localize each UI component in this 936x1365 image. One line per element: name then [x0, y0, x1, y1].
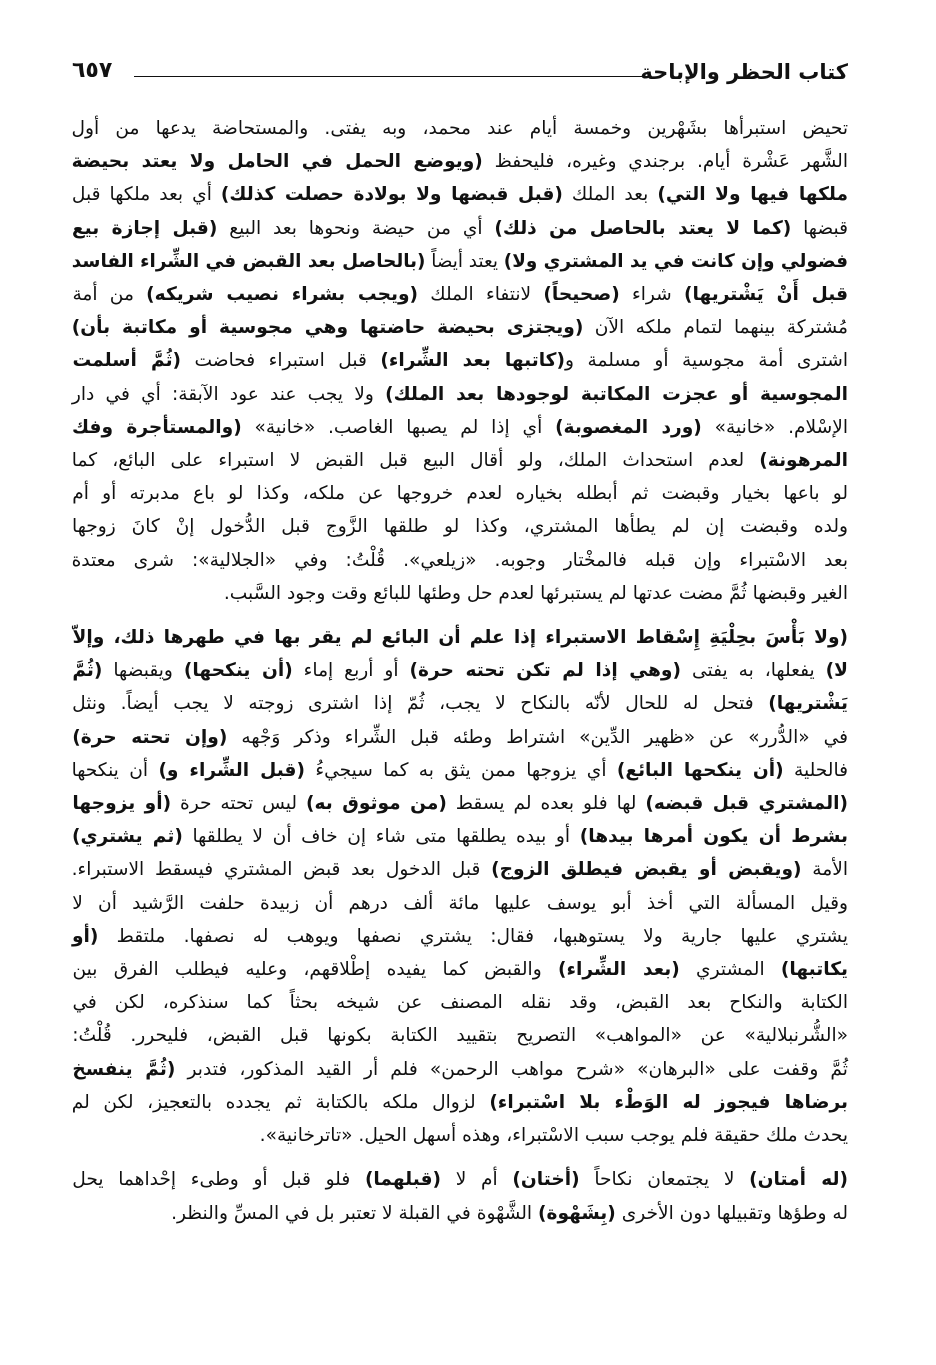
text-line	[72, 1197, 848, 1230]
sharh-text: أن ينكحها	[71, 759, 159, 781]
matn-text: (ويجتزى بحيضة حاضتها وهي مجوسية أو مكاتبة بأن)	[71, 317, 584, 339]
matn-text: (من موثوق به)	[305, 793, 447, 815]
text-line	[72, 145, 848, 178]
sharh-text: مُشتركة بينهما لتمام ملكه الآن	[583, 317, 848, 339]
book-title: كتاب الحظر والإباحة	[640, 60, 848, 84]
sharh-text: ولا يجب عند عود الآبقة: أي في دار	[71, 383, 386, 405]
sharh-text: لعدم استحداث الملك، ولو أقال البيع قبل القبض لا استبراء على البائع، كما	[71, 450, 760, 472]
matn-text: (بِشَهْوة)	[537, 1202, 616, 1224]
sharh-text: «الشُّرنبلالية» عن «المواهب» التصريح بتقييد الكتابة بكونها قبل القبض، فليحرر. قُلْتُ:	[72, 1025, 848, 1047]
sharh-text: والقبض كما يفيده إطْلاقهم، وعليه فيطلب الفرق بين	[72, 959, 558, 981]
matn-text: (ولا بَأْسَ بحِلْيَةِ إِسْقاط الاستبراء إذا علم أن البائع لم يقر بها في طهرها ذلك، وإلاّ	[72, 627, 848, 649]
sharh-text: ويقبضها	[102, 660, 184, 682]
sharh-text: أو بيده يطلقها متى شاء إن خاف أن لا يطلقها	[182, 826, 580, 848]
text-line	[72, 411, 848, 444]
text-line	[72, 654, 848, 687]
matn-text: (المشتري قبل قبضه)	[645, 793, 848, 815]
sharh-text: شراء	[619, 284, 684, 306]
matn-text: (ويوضع الحمل في الحامل ولا يعتد بحيضة	[71, 151, 483, 173]
header-rule	[134, 76, 650, 77]
text-line	[72, 887, 848, 920]
sharh-text: قبل الدخول بعد قبض المشتري فيسقط الاستبراء.	[71, 859, 492, 881]
matn-text: قبل أَنْ يَشْتريها)	[683, 284, 848, 306]
matn-text: (ثُمَّ	[72, 660, 103, 682]
matn-text: بشرط أن يكون أمرها بيدها)	[579, 826, 848, 848]
text-line	[72, 1163, 848, 1196]
matn-text: (ويقبض أو يقبض فيطلق الزوج)	[491, 859, 802, 881]
text-line	[72, 754, 848, 787]
matn-text: (ثُمَّ أسلمت	[72, 350, 182, 372]
text-line	[72, 820, 848, 853]
sharh-text: الشَّهر عَشْرة أيام. برجندي وغيره، فليحفظ	[482, 151, 848, 173]
text-line	[72, 212, 848, 245]
sharh-text: أي يزوجها ممن يثق به كما سيجيءُ	[304, 759, 617, 781]
sharh-text: أي إذا لم يصبها الغاصب. «خانية»	[241, 416, 556, 438]
matn-text: المجوسية أو عجزت المكاتبة لوجودها بعد الملك)	[385, 383, 848, 405]
paragraph	[72, 1163, 848, 1229]
matn-text: برضاها فيجوز له الوَطْء بلا اسْتبراء)	[489, 1091, 848, 1113]
text-line	[72, 378, 848, 411]
matn-text: (ورد المغصوبة)	[555, 416, 702, 438]
sharh-text: في «الدُّرر» عن «ظهير الدِّين» اشتراط وطئه قبل الشِّراء وذكر وَجْهه	[227, 726, 848, 748]
text-line	[72, 577, 848, 610]
matn-text: ملكها فيها ولا التي)	[657, 184, 848, 206]
sharh-text: الكتابة والنكاح بعد القبض، وقد نقله المصنف عن شيخه بحثاً كما سنذكره، لكن في	[72, 992, 848, 1014]
matn-text: (أو يزوجها	[72, 793, 172, 815]
text-line	[72, 278, 848, 311]
text-line	[72, 311, 848, 344]
matn-text: المرهونة)	[759, 450, 848, 472]
page-number: ٦٥٧	[72, 58, 113, 83]
sharh-text: أم لا	[441, 1169, 513, 1191]
sharh-text: يفعلها، به يفتى	[680, 660, 826, 682]
sharh-text: له وطؤها وتقبيلها دون الأخرى	[615, 1202, 848, 1224]
matn-text: (أو	[71, 925, 99, 947]
sharh-text: أي من حيضة ونحوها بعد البيع	[217, 217, 495, 239]
matn-text: (وهي إذا لم تكن تحته حرة)	[409, 660, 681, 682]
sharh-text: يحدث ملك حقيقة فلم يوجب سبب الاسْتبراء، وهذه أسهل الحيل. «تاترخانية».	[259, 1125, 848, 1147]
sharh-text: الشَّهْوة في القبلة لا تعتبر بل في المسِّ والنظر.	[171, 1202, 538, 1224]
matn-text: (قبل قبضها ولا بولادة حصلت كذلك)	[220, 184, 563, 206]
sharh-text: يعتد أيضاً	[425, 250, 504, 272]
sharh-text: ولده وقبضت إن لم يطأها المشتري، وكذا لو طلقها الزَّوج قبل الدُّخول إنْ كانَ زوجها	[72, 516, 848, 538]
text-line	[72, 344, 848, 377]
matn-text: (أن ينكحها البائع)	[616, 759, 784, 781]
sharh-text: المشتري	[679, 959, 781, 981]
sharh-text: من أمة	[72, 284, 147, 306]
sharh-text: فالحلية	[783, 759, 848, 781]
text-line	[72, 953, 848, 986]
text-line	[72, 1019, 848, 1052]
sharh-text: وقيل المسألة التي أخذ أبو يوسف عليها مائة ألف درهم أن زبيدة حلفت الرَّشيد أن لا	[72, 892, 848, 914]
sharh-text: قبضها	[791, 217, 848, 239]
text-line	[72, 544, 848, 577]
matn-text: (وإن تحته حرة)	[72, 726, 228, 748]
sharh-text: قبل استبراء فحاضت	[181, 350, 381, 372]
text-line	[72, 621, 848, 654]
sharh-text: ليس تحته حرة	[171, 793, 306, 815]
text-line	[72, 510, 848, 543]
text-line	[72, 853, 848, 886]
text-line	[72, 1086, 848, 1119]
text-line	[72, 687, 848, 720]
sharh-text: الإسْلام. «خانية»	[701, 416, 848, 438]
text-line	[72, 1053, 848, 1086]
text-line	[72, 1119, 848, 1152]
text-line	[72, 920, 848, 953]
paragraph	[72, 621, 848, 1152]
sharh-text: الأمة	[801, 859, 848, 881]
sharh-text: فلو قبل أو وطىء إحْداهما يحل	[72, 1169, 365, 1191]
matn-text: (كاتبها بعد الشِّراء)	[380, 350, 565, 372]
sharh-text: بعد الملك	[562, 184, 658, 206]
sharh-text: لا يجتمعان نكاحاً	[579, 1169, 750, 1191]
text-line	[72, 178, 848, 211]
sharh-text: يشتري عليها جارية ولا يستوهبها، فقال: يشتري نصفها ويوهب له نصفها. ملتقط	[98, 925, 848, 947]
matn-text: (ويجب بشراء نصيب شريكه)	[146, 284, 419, 306]
text-line	[72, 444, 848, 477]
sharh-text: لزوال ملكه بالكتابة ثم يجدده بالتعجيز، لكن لم	[71, 1091, 490, 1113]
matn-text: (قبل إجازة بيع	[71, 217, 218, 239]
matn-text: (صحيحاً)	[543, 284, 620, 306]
matn-text: (أختان)	[512, 1169, 580, 1191]
sharh-text: الغير وقبضها ثُمَّ مضت عدتها لم يستبرئها لعدم حل وطئها للبائع وقت وجود السَّبب.	[223, 582, 848, 604]
sharh-text: أي بعد ملكها قبل	[71, 184, 221, 206]
text-line	[72, 112, 848, 145]
sharh-text: لها فلو بعده لم يسقط	[446, 793, 646, 815]
matn-text: (ثُمَّ ينفسخ	[72, 1058, 176, 1080]
sharh-text: بعد الاسْتبراء وإن قبله فالمخْتار وجوبه. «زيلعي». قُلْتُ: وفي «الجلالية»: شرى معتدة	[71, 549, 848, 571]
text-line	[72, 477, 848, 510]
matn-text: (أن ينكحها)	[183, 660, 293, 682]
matn-text: لا)	[825, 660, 848, 682]
matn-text: (ثم يشتري)	[71, 826, 183, 848]
paragraph	[72, 112, 848, 610]
matn-text: (بالحاصل بعد القبض في الشِّراء الفاسد	[71, 250, 426, 272]
text-line	[72, 787, 848, 820]
sharh-text: أو أربع إماء	[292, 660, 410, 682]
matn-text: (قبلهما)	[364, 1169, 442, 1191]
matn-text: (كما لا يعتد بالحاصل من ذلك)	[494, 217, 792, 239]
text-line	[72, 245, 848, 278]
sharh-text: لانتفاء الملك	[418, 284, 544, 306]
matn-text: (بعد الشِّراء)	[557, 959, 680, 981]
body-text	[72, 112, 848, 1325]
sharh-text: لو باعها بخيار وقبضت ثم أبطله بخياره لعدم خروجها عن ملكه، وكذا لو باع مدبرته أو أم	[72, 483, 848, 505]
text-line	[72, 986, 848, 1019]
sharh-text: اشترى أمة مجوسية أو مسلمة و	[565, 350, 848, 372]
sharh-text: ثُمَّ وقفت على «البرهان» «شرح مواهب الرحمن» فلم أر القيد المذكور، فتدبر	[175, 1058, 848, 1080]
matn-text: يَشْتريها)	[768, 693, 848, 715]
matn-text: (والمستأجرة وفك	[71, 416, 242, 438]
page-header	[72, 58, 848, 92]
text-line	[72, 721, 848, 754]
sharh-text: فتحل له للحال لأنّه بالنكاح لا يجب، ثُمّ إذا اشترى زوجته لا يجب أيضاً. ونثل	[72, 693, 769, 715]
matn-text: يكاتبها)	[780, 959, 848, 981]
matn-text: (له أمتان)	[749, 1169, 848, 1191]
sharh-text: تحيض استبرأها بشَهْرين وخمسة أيام عند محمد، وبه يفتى. والمستحاضة يدعها من أول	[71, 118, 848, 139]
matn-text: (قبل الشِّراء و)	[158, 759, 305, 781]
matn-text: فضولي وإن كانت في يد المشتري ولا)	[503, 250, 848, 272]
